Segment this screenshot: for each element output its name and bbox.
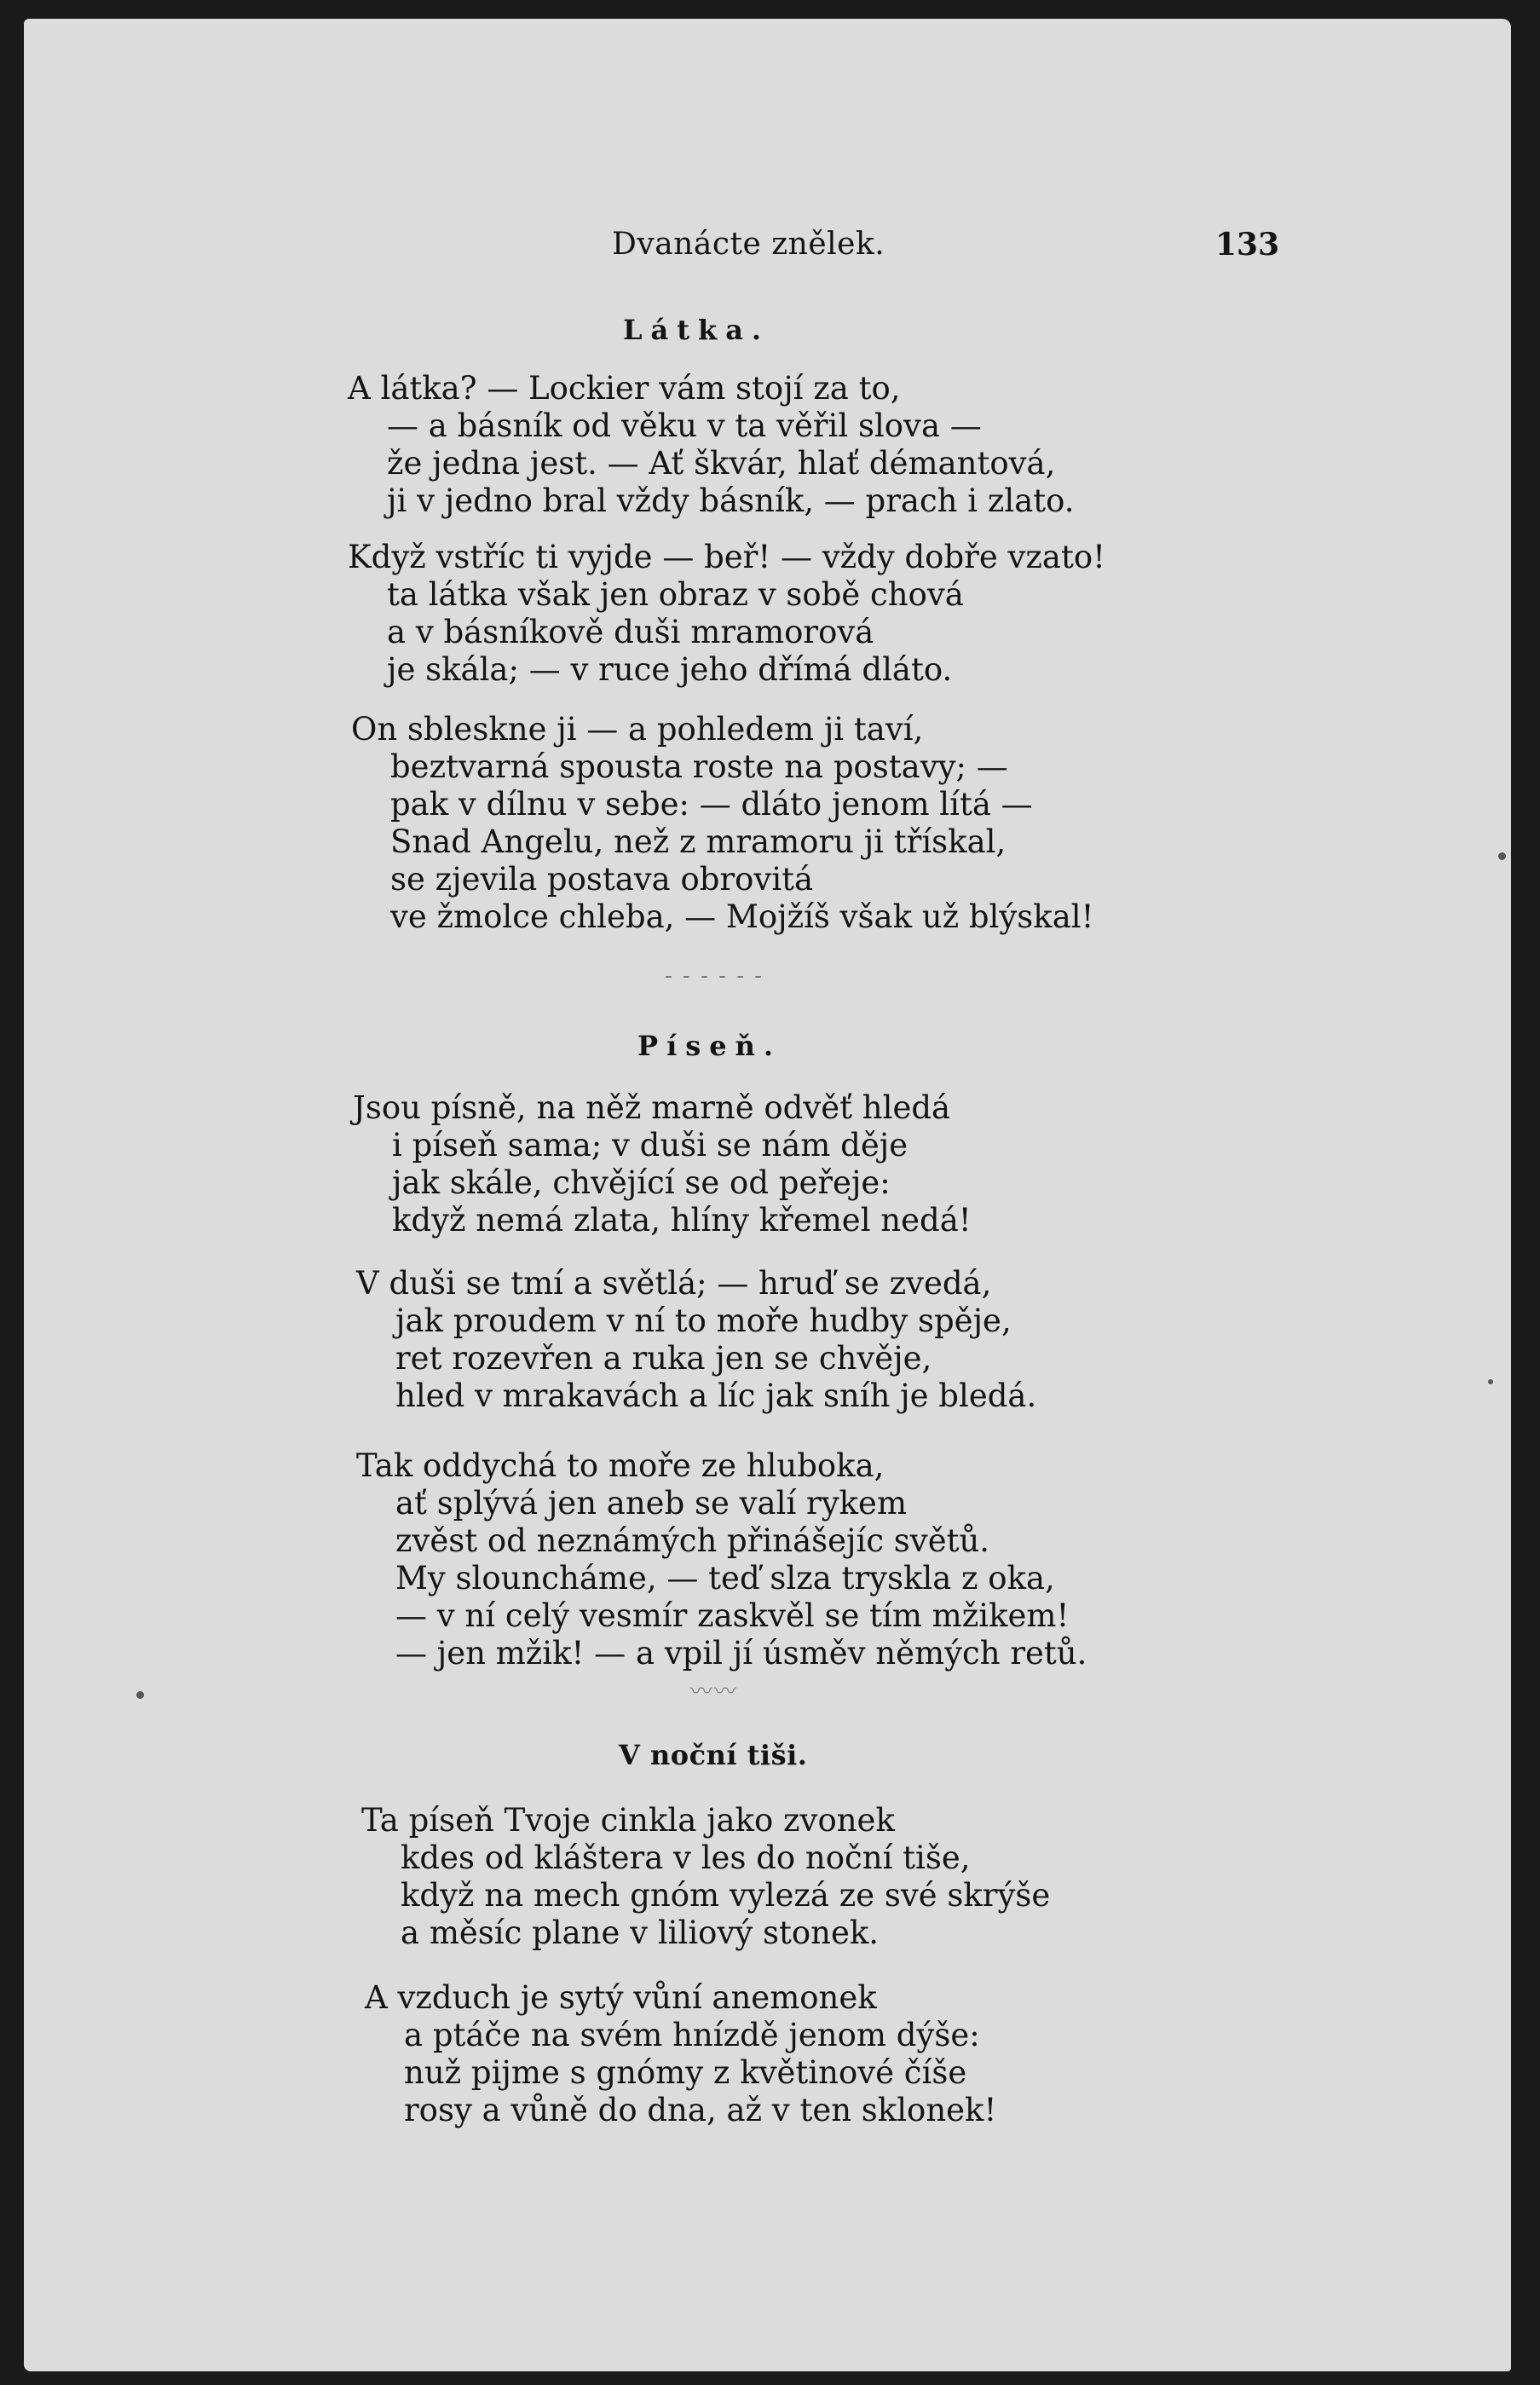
stanza — [348, 539, 1105, 689]
stanza — [351, 711, 1093, 936]
verse-line: a ptáče na svém hnízdě jenom dýše: — [404, 2017, 980, 2053]
scan-speck — [136, 1691, 144, 1699]
stanza — [356, 1265, 1036, 1415]
poem-title-latka: Látka. — [623, 314, 770, 346]
scan-speck — [1498, 852, 1506, 860]
stanza — [356, 1447, 1087, 1672]
verse-line: a měsíc plane v liliový stonek. — [401, 1914, 880, 1951]
verse-line: je skála; — v ruce jeho dřímá dláto. — [387, 651, 953, 688]
verse-line: My slouncháme, — teď slza tryskla z oka, — [395, 1560, 1055, 1597]
stanza — [353, 1089, 972, 1239]
verse-line: A látka? — Lockier vám stojí za to, — [348, 370, 901, 407]
verse-line: ta látka však jen obraz v sobě chová — [387, 576, 964, 613]
running-title: Dvanácte znělek. — [612, 227, 885, 262]
verse-line: Jsou písně, na něž marně odvěť hledá — [353, 1089, 951, 1126]
verse-line: že jedna jest. — Ať škvár, hlať démantová, — [387, 445, 1056, 482]
verse-line: nuž pijme s gnómy z květinové číše — [404, 2054, 967, 2091]
book-page — [24, 19, 1511, 2371]
section-divider: 〰〰 — [690, 1679, 739, 1705]
verse-line: — jen mžik! — a vpil jí úsměv němých retů. — [395, 1635, 1087, 1672]
stanza — [365, 1979, 996, 2129]
scan-speck — [1488, 1379, 1493, 1384]
verse-line: rosy a vůně do dna, až v ten sklonek! — [404, 2092, 997, 2128]
verse-line: Tak oddychá to moře ze hluboka, — [356, 1447, 885, 1484]
verse-line: i píseň sama; v duši se nám děje — [392, 1127, 908, 1164]
verse-line: — v ní celý vesmír zaskvěl se tím mžikem! — [395, 1597, 1070, 1634]
stanza — [361, 1802, 1050, 1952]
verse-line: a v básníkově duši mramorová — [387, 614, 874, 650]
verse-line: jak proudem v ní to moře hudby spěje, — [395, 1302, 1012, 1339]
verse-line: ji v jedno bral vždy básník, — prach i zlato. — [387, 482, 1075, 519]
verse-line: On sbleskne ji — a pohledem ji taví, — [351, 711, 924, 748]
verse-line: — a básník od věku v ta věřil slova — — [387, 407, 982, 444]
poem-title-v-nocni-tisi: V noční tiši. — [619, 1739, 808, 1771]
page-number: 133 — [1215, 227, 1280, 263]
verse-line: ať splývá jen aneb se valí rykem — [395, 1485, 908, 1522]
verse-line: Snad Angelu, než z mramoru ji třískal, — [390, 823, 1006, 860]
verse-line: A vzduch je sytý vůní anemonek — [365, 1979, 877, 2016]
stanza — [348, 370, 1075, 520]
verse-line: když na mech gnóm vylezá ze své skrýše — [401, 1877, 1051, 1914]
section-divider: - - - - - - — [665, 963, 764, 989]
verse-line: beztvarná spousta roste na postavy; — — [390, 748, 1008, 785]
verse-line: Když vstříc ti vyjde — beř! — vždy dobře vzato! — [348, 539, 1105, 575]
verse-line: zvěst od neznámých přinášejíc světů. — [395, 1522, 990, 1559]
verse-line: pak v dílnu v sebe: — dláto jenom lítá — — [390, 786, 1033, 823]
verse-line: se zjevila postava obrovitá — [390, 861, 814, 898]
poem-title-pisen: Píseň. — [637, 1030, 782, 1062]
verse-line: Ta píseň Tvoje cinkla jako zvonek — [361, 1802, 895, 1839]
verse-line: kdes od kláštera v les do noční tiše, — [401, 1839, 971, 1876]
verse-line: jak skále, chvějící se od peřeje: — [392, 1164, 891, 1201]
verse-line: V duši se tmí a světlá; — hruď se zvedá, — [356, 1265, 992, 1302]
verse-line: hled v mrakavách a líc jak sníh je bledá. — [395, 1377, 1037, 1414]
verse-line: když nemá zlata, hlíny křemel nedá! — [392, 1202, 972, 1239]
verse-line: ret rozevřen a ruka jen se chvěje, — [395, 1340, 932, 1377]
verse-line: ve žmolce chleba, — Mojžíš však už blýskal! — [390, 898, 1094, 935]
